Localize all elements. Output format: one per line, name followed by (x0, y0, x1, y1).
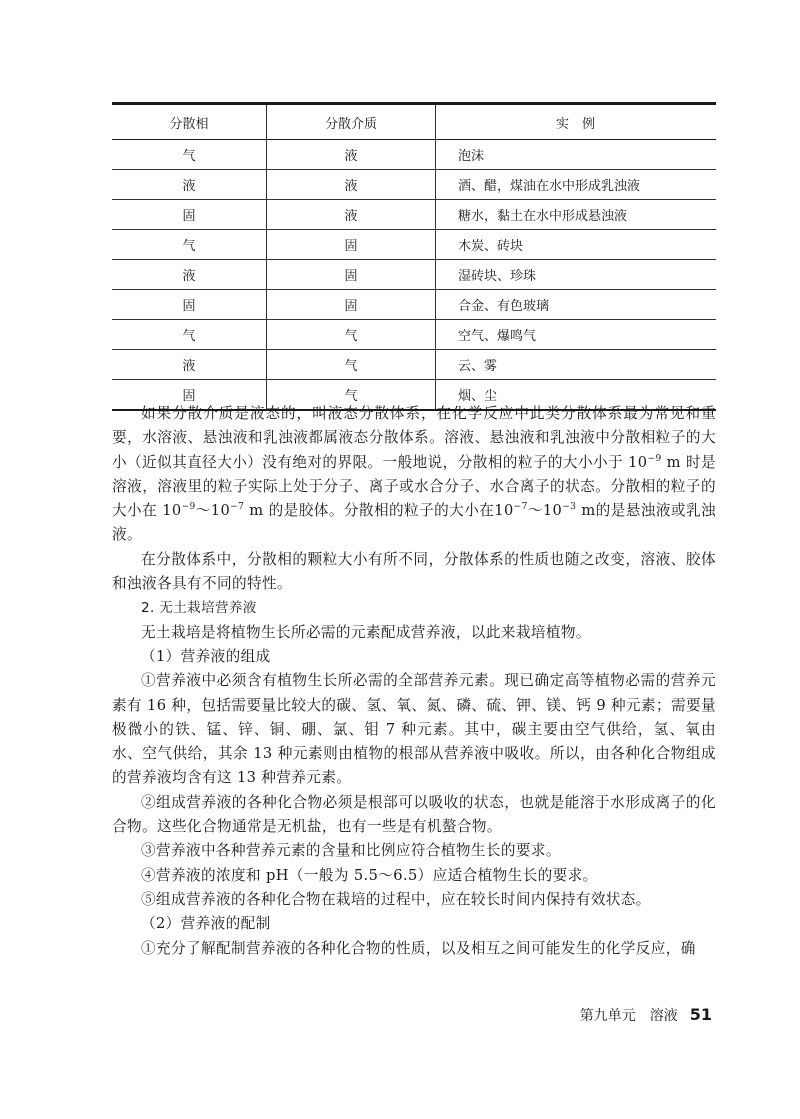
cell-dispersed-phase: 固 (112, 290, 267, 320)
table-header-row (112, 104, 716, 140)
cell-example: 云、雾 (458, 359, 498, 374)
cell-dispersion-medium: 气 (267, 320, 436, 350)
table-row (112, 200, 716, 230)
cell-example: 空气、爆鸣气 (458, 329, 537, 344)
cell-dispersed-phase: 固 (112, 200, 267, 230)
cell-dispersed-phase: 液 (112, 170, 267, 200)
body-text (112, 402, 716, 961)
cell-dispersed-phase: 气 (112, 140, 267, 170)
cell-example: 合金、有色玻璃 (458, 299, 550, 314)
cell-example: 湿砖块、珍珠 (458, 269, 537, 284)
cell-dispersed-phase: 液 (112, 260, 267, 290)
dispersion-system-table (112, 102, 716, 411)
cell-dispersion-medium: 固 (267, 230, 436, 260)
subheading-preparation: （2）营养液的配制 (141, 915, 271, 933)
subheading-composition: （1）营养液的组成 (141, 647, 271, 665)
paragraph-liquid-dispersion: 如果分散介质是液态的，叫液态分散体系，在化学反应中此类分散体系最为常见和重要，水溶液、悬浊液和乳浊液都属液态分散体系。溶液、悬浊液和乳浊液中分散相粒子的大小（近似其直径大小）没有绝对的界限。一般地说，分散相的粒子的大小小于 $10^{-9}$ m 时是溶液，溶液里的粒子实际上处于分子、离子或水合分子、水合离子的状态。分散相的粒子的大小在 $10^{-9}\sim 10^{-7}$ m 的是胶体。分散相的粒子的大小在$10^{-7}\sim 10^{-3}$ m的是悬浊液或乳浊液。 (112, 405, 716, 544)
cell-dispersed-phase: 气 (112, 230, 267, 260)
table-row (112, 140, 716, 170)
table-row (112, 320, 716, 350)
header-dispersion-medium: 分散介质 (267, 104, 436, 140)
cell-dispersion-medium: 液 (267, 140, 436, 170)
cell-dispersion-medium: 固 (267, 290, 436, 320)
page-footer (580, 1005, 712, 1025)
table-row (112, 260, 716, 290)
paragraph-properties: 在分散体系中，分散相的颗粒大小有所不同，分散体系的性质也随之改变，溶液、胶体和浊液各具有不同的特性。 (112, 550, 716, 593)
paragraph-soilless-intro: 无土栽培是将植物生长所必需的元素配成营养液，以此来栽培植物。 (141, 623, 591, 641)
cell-dispersed-phase: 固 (112, 380, 267, 410)
cell-dispersion-medium: 液 (267, 170, 436, 200)
cell-dispersion-medium: 气 (267, 350, 436, 380)
cell-dispersion-medium: 气 (267, 380, 436, 410)
cell-example: 烟、尘 (458, 388, 498, 404)
cell-dispersed-phase: 气 (112, 320, 267, 350)
section-heading-soilless: 2. 无土栽培营养液 (141, 600, 257, 617)
paragraph-item-5: ⑤组成营养液的各种化合物在栽培的过程中，应在较长时间内保持有效状态。 (141, 890, 651, 908)
cell-dispersion-medium: 固 (267, 260, 436, 290)
cell-example: 酒、醋，煤油在水中形成乳浊液 (458, 179, 641, 194)
cell-dispersion-medium: 液 (267, 200, 436, 230)
page-number: 51 (689, 1005, 712, 1024)
paragraph-item-1: ①营养液中必须含有植物生长所必需的全部营养元素。现已确定高等植物必需的营养元素有 16 种，包括需要量比较大的碳、氢、氧、氮、磷、硫、钾、镁、钙 9 种元素；需要量极微小的铁、锰、锌、铜、硼、氯、钼 7 种元素。其中，碳主要由空气供给，氢、氧由水、空气供给，其余 13 种元素则由植物的根部从营养液中吸收。所以，由各种化合物组成的营养液均含有这 13 种营养元素。 (112, 672, 716, 787)
table-row (112, 170, 716, 200)
cell-dispersed-phase: 液 (112, 350, 267, 380)
header-dispersed-phase: 分散相 (112, 104, 267, 140)
cell-example: 糖水，黏土在水中形成悬浊液 (458, 209, 628, 224)
header-examples: 实 例 (555, 116, 595, 132)
unit-title: 第九单元 溶液 (579, 1008, 678, 1024)
cell-example: 泡沫 (458, 149, 485, 164)
paragraph-item-3: ③营养液中各种营养元素的含量和比例应符合植物生长的要求。 (141, 842, 561, 860)
table-row (112, 290, 716, 320)
cell-example: 木炭、砖块 (458, 239, 524, 254)
paragraph-prep-1: ①充分了解配制营养液的各种化合物的性质，以及相互之间可能发生的化学反应，确 (141, 939, 696, 957)
paragraph-item-2: ②组成营养液的各种化合物必须是根部可以吸收的状态，也就是能溶于水形成离子的化合物。这些化合物通常是无机盐，也有一些是有机螯合物。 (112, 793, 716, 836)
table-row (112, 230, 716, 260)
table-row (112, 350, 716, 380)
paragraph-item-4: ④营养液的浓度和 pH（一般为 5.5～6.5）应适合植物生长的要求。 (141, 866, 598, 884)
